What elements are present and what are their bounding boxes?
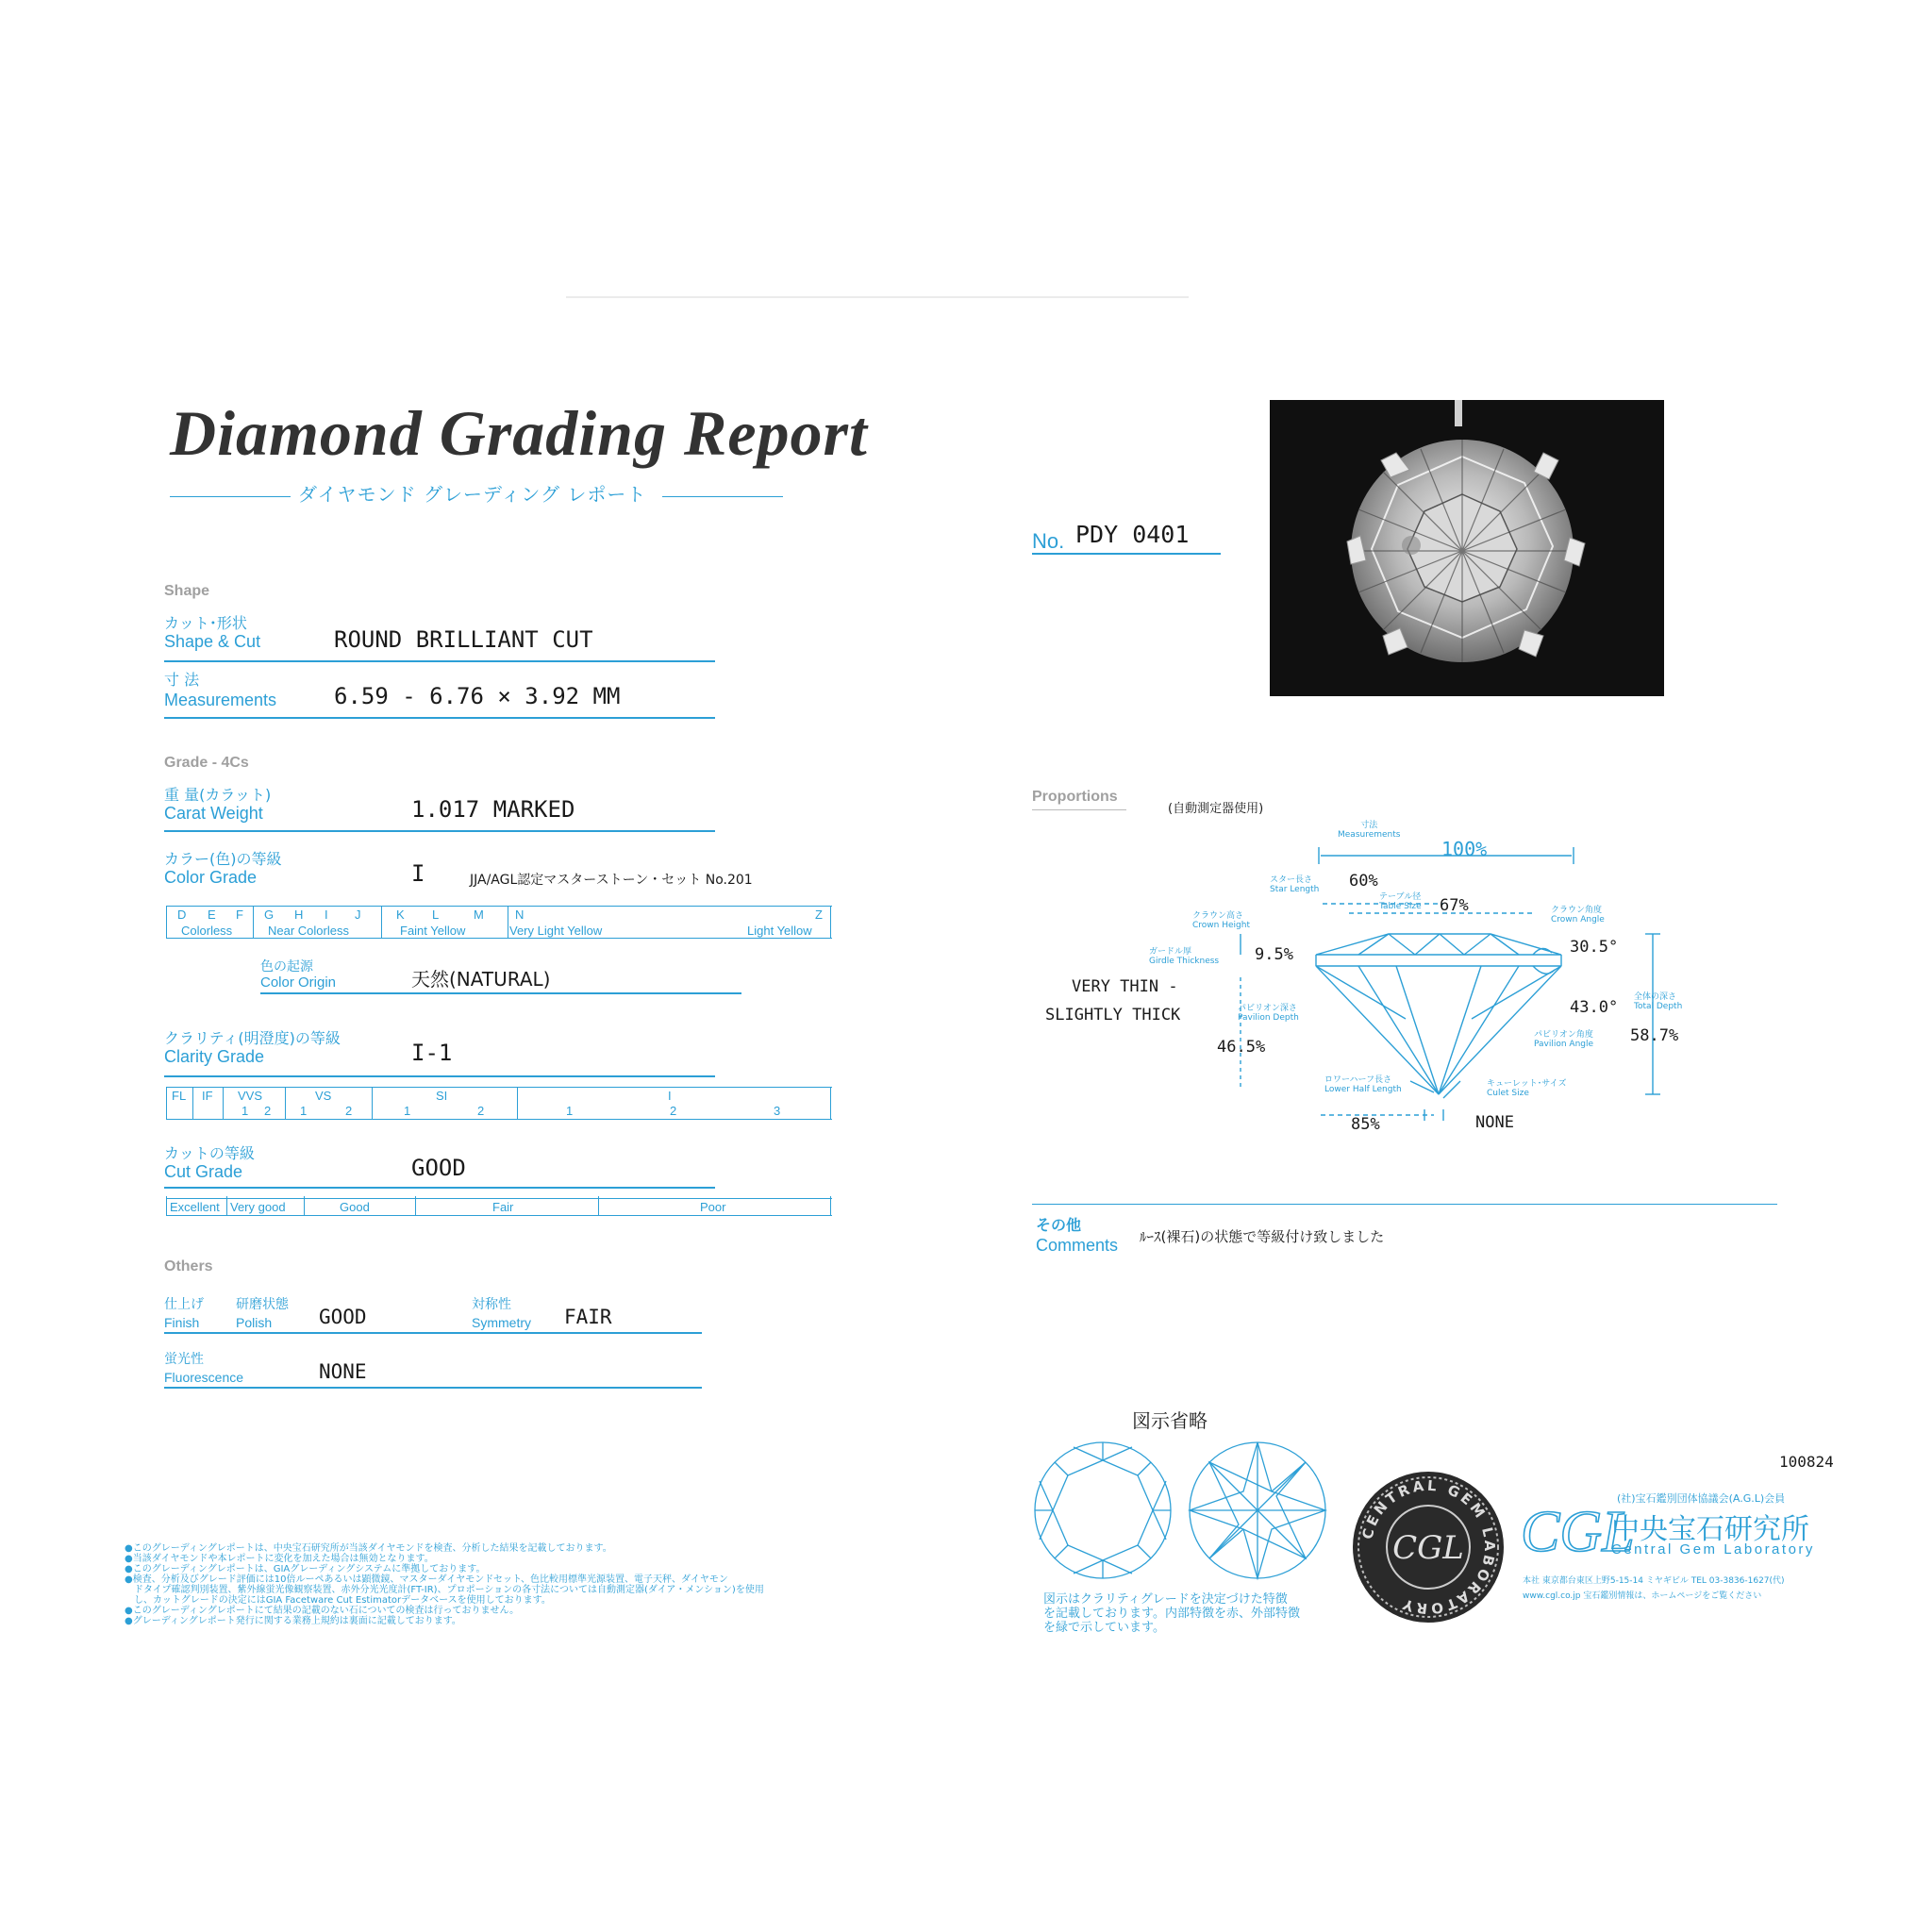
prop-pavilion-depth-value: 46.5% <box>1217 1038 1266 1057</box>
clarity-plot-crown <box>1032 1440 1174 1581</box>
color-scale-group: Very Light Yellow <box>509 924 603 938</box>
footnote: ●グレーディングレポート発行に関する業務上規約は裏面に記載しております。 <box>125 1616 461 1626</box>
symmetry-label-en: Symmetry <box>472 1315 531 1330</box>
footnote: ●当該ダイヤモンドや本レポートに変化を加えた場合は無効となります。 <box>125 1554 434 1564</box>
logo-mark: CGL <box>1521 1500 1635 1564</box>
clarity-label-en: Clarity Grade <box>164 1047 265 1066</box>
finish-label-en: Finish <box>164 1315 200 1330</box>
measurements-label-en: Measurements <box>164 691 277 709</box>
cut-scale-grade: Fair <box>492 1200 514 1214</box>
color-scale-divider <box>166 906 167 938</box>
color-value: I <box>411 860 425 887</box>
plot-note <box>1043 1592 1300 1635</box>
clarity-scale-subgrade: 3 <box>774 1104 781 1118</box>
plot-note-line: 図示はクラリティグレードを決定づけた特徴 <box>1043 1592 1288 1607</box>
cut-scale-grade: Poor <box>700 1200 726 1214</box>
color-scale-divider <box>253 906 254 938</box>
color-scale-letter: D <box>177 908 187 922</box>
lab-web: www.cgl.co.jp 宝石鑑別情報は、ホームページをご覧ください <box>1523 1591 1762 1601</box>
cut-label-en: Cut Grade <box>164 1162 243 1181</box>
origin-value: 天然(NATURAL) <box>411 968 551 991</box>
prop-lower-half-value: 85% <box>1351 1115 1380 1134</box>
color-scale-letter: F <box>236 908 243 922</box>
section-shape: Shape <box>164 583 210 599</box>
cut-scale-grade: Very good <box>230 1200 286 1214</box>
measurements-value: 6.59 - 6.76 × 3.92 MM <box>334 683 621 709</box>
color-scale-letter: J <box>355 908 361 922</box>
subtitle-rule-left <box>170 496 291 497</box>
color-scale-letter: G <box>264 908 275 922</box>
report-subtitle: ダイヤモンド グレーディング レポート <box>298 483 647 506</box>
clarity-scale-subgrade: 1 <box>566 1104 574 1118</box>
shape-label-en: Shape & Cut <box>164 632 261 651</box>
report-no: PDY 0401 <box>1075 521 1190 548</box>
plot-note-line: を記載しております。内部特徴を赤、外部特徴 <box>1043 1607 1300 1621</box>
symmetry-label-jp: 対称性 <box>472 1297 511 1312</box>
color-label-jp: カラー(色)の等級 <box>164 850 282 868</box>
color-scale-letter: N <box>515 908 525 922</box>
prop-table-label <box>1379 892 1422 911</box>
prop-lower-half-en: Lower Half Length <box>1324 1085 1402 1094</box>
lab-address: 本社 東京都台東区上野5-15-14 ミヤギビル TEL 03-3836-1627(代) <box>1523 1576 1785 1586</box>
carat-rule <box>164 830 715 832</box>
measurements-label-jp: 寸 法 <box>164 671 200 689</box>
carat-label-jp: 重 量(カラット) <box>164 786 272 804</box>
prop-star-en: Star Length <box>1270 885 1320 894</box>
cut-scale-divider <box>304 1196 305 1215</box>
report-no-rule <box>1032 553 1221 555</box>
clarity-scale-grade: FL <box>172 1089 187 1103</box>
measurements-rule <box>164 717 715 719</box>
footnote: ドタイプ確認判別装置、紫外線蛍光像観察装置、赤外分光光度計(FT-IR)、プロポーションの各寸法については自動測定器(ダイア・メンション)を使用 <box>125 1585 764 1595</box>
carat-label-en: Carat Weight <box>164 804 263 823</box>
prop-pav-depth-en: Pavilion Depth <box>1238 1013 1299 1023</box>
prop-star-jp: スター長さ <box>1270 875 1313 885</box>
cut-scale-divider <box>415 1196 416 1215</box>
seal-mark: CGL <box>1392 1529 1464 1567</box>
color-scale-group: Light Yellow <box>747 924 812 938</box>
footnote: し、カットグレードの決定にはGIA Facetware Cut Estimatorデータベースを使用しております。 <box>125 1595 551 1606</box>
prop-pav-angle-label <box>1534 1030 1593 1049</box>
color-scale-letter: L <box>432 908 440 922</box>
comments-label-jp: その他 <box>1036 1216 1082 1234</box>
diamond-photo-image <box>1270 400 1664 696</box>
prop-girdle-jp: ガードル厚 <box>1149 947 1192 957</box>
cgl-logo-icon <box>1521 1494 1635 1564</box>
color-scale-divider <box>830 906 831 938</box>
color-label-en: Color Grade <box>164 868 258 887</box>
prop-crown-height-value: 9.5% <box>1255 945 1293 964</box>
prop-crown-angle-value: 30.5° <box>1570 938 1619 957</box>
prop-total-depth-label <box>1634 992 1682 1011</box>
color-scale-group: Near Colorless <box>268 924 349 938</box>
color-scale-letter: H <box>294 908 304 922</box>
prop-culet-jp: キューレット･サイズ <box>1487 1079 1567 1089</box>
prop-culet-value: NONE <box>1475 1113 1514 1132</box>
clarity-scale-grade: I <box>668 1089 672 1103</box>
color-scale-letter: E <box>208 908 216 922</box>
prop-table-value: 67% <box>1440 896 1469 915</box>
prop-lower-half-label <box>1324 1075 1402 1094</box>
shape-rule <box>164 660 715 662</box>
clarity-rule <box>164 1075 715 1077</box>
prop-meas-en: Measurements <box>1338 830 1401 840</box>
clarity-scale-subgrade: 1 <box>242 1104 249 1118</box>
cut-rule <box>164 1187 715 1189</box>
prop-pav-angle-jp: パビリオン角度 <box>1534 1030 1593 1040</box>
report-no-label: No. <box>1032 529 1065 553</box>
prop-pav-angle-en: Pavilion Angle <box>1534 1040 1594 1049</box>
color-scale-letter: M <box>474 908 484 922</box>
cut-label-jp: カットの等級 <box>164 1144 255 1162</box>
prop-pav-depth-label <box>1238 1004 1299 1023</box>
plot-omitted: 図示省略 <box>1132 1409 1208 1432</box>
prop-girdle-value-1: VERY THIN - <box>1072 977 1178 996</box>
clarity-label-jp: クラリティ(明澄度)の等級 <box>164 1029 341 1047</box>
clarity-scale-subgrade: 1 <box>404 1104 411 1118</box>
color-scale-rule-bottom <box>166 938 832 939</box>
fluorescence-value: NONE <box>319 1360 367 1383</box>
origin-rule <box>260 992 741 994</box>
prop-girdle-label <box>1149 947 1219 966</box>
prop-diameter: 100% <box>1441 838 1488 860</box>
clarity-scale-divider <box>223 1087 224 1119</box>
carat-value: 1.017 MARKED <box>411 796 575 823</box>
clarity-scale-rule-top <box>166 1087 832 1088</box>
section-proportions: Proportions <box>1032 789 1118 805</box>
symmetry-value: FAIR <box>564 1306 612 1328</box>
prop-star-label <box>1270 875 1319 894</box>
prop-lower-half-jp: ロワーハーフ長さ <box>1324 1075 1392 1085</box>
prop-culet-label <box>1487 1079 1567 1098</box>
proportions-note: (自動測定器使用) <box>1168 802 1264 816</box>
prop-total-depth-en: Total Depth <box>1634 1002 1683 1011</box>
clarity-scale-subgrade: 2 <box>264 1104 272 1118</box>
clarity-plot-pavilion <box>1187 1440 1328 1581</box>
footnote: ●このグレーディングレポートは、中央宝石研究所が当該ダイヤモンドを検査、分析した結果を記載しております。 <box>125 1543 612 1554</box>
cut-scale-divider <box>830 1196 831 1215</box>
footnotes <box>125 1543 764 1626</box>
clarity-scale-grade: VS <box>315 1089 332 1103</box>
clarity-scale-divider <box>285 1087 286 1119</box>
prop-meas-label <box>1338 821 1400 840</box>
polish-value: GOOD <box>319 1306 367 1328</box>
fold-line <box>566 296 1189 298</box>
prop-meas-jp: 寸法 <box>1360 821 1378 830</box>
clarity-scale-divider <box>192 1087 193 1119</box>
clarity-scale-divider <box>517 1087 518 1119</box>
cut-scale-grade: Excellent <box>170 1200 220 1214</box>
proportions-rule <box>1032 809 1126 810</box>
prop-total-depth-value: 58.7% <box>1630 1026 1679 1045</box>
clarity-value: I-1 <box>411 1040 453 1066</box>
fluorescence-label-jp: 蛍光性 <box>164 1352 204 1367</box>
comments-label-en: Comments <box>1036 1236 1119 1255</box>
color-scale-rule-top <box>166 906 832 907</box>
shape-label-jp: カット･形状 <box>164 614 247 632</box>
finish-rule <box>164 1332 702 1334</box>
shape-value: ROUND BRILLIANT CUT <box>334 626 593 653</box>
agl-member: (社)宝石鑑別団体協議会(A.G.L)会員 <box>1617 1492 1786 1505</box>
prop-star-value: 60% <box>1349 872 1378 891</box>
clarity-scale-grade: VVS <box>238 1089 263 1103</box>
footnote: ●このグレーディングレポートは、GIAグレーディングシステムに準拠しております。 <box>125 1564 486 1574</box>
serial-number: 100824 <box>1779 1453 1834 1471</box>
clarity-scale-rule-bottom <box>166 1119 832 1120</box>
prop-table-jp: テーブル径 <box>1379 892 1422 902</box>
seal-text: CENTRAL GEM LABORATORY <box>1358 1476 1499 1618</box>
finish-label-jp: 仕上げ <box>164 1297 204 1312</box>
cut-scale-grade: Good <box>340 1200 370 1214</box>
subtitle-rule-right <box>662 496 783 497</box>
cut-scale-divider <box>598 1196 599 1215</box>
clarity-scale-divider <box>166 1087 167 1119</box>
prop-total-depth-jp: 全体の深さ <box>1634 992 1677 1002</box>
prop-crown-angle-en: Crown Angle <box>1551 915 1605 924</box>
clarity-scale-subgrade: 1 <box>300 1104 308 1118</box>
clarity-scale-subgrade: 2 <box>670 1104 677 1118</box>
color-scale-divider <box>381 906 382 938</box>
plot-note-line: を緑で示しています。 <box>1043 1621 1165 1635</box>
section-others: Others <box>164 1258 213 1274</box>
diamond-photo <box>1270 400 1664 696</box>
section-grade: Grade - 4Cs <box>164 755 249 771</box>
clarity-scale-divider <box>372 1087 373 1119</box>
prop-crown-height-en: Crown Height <box>1192 921 1250 930</box>
polish-label-en: Polish <box>236 1315 273 1330</box>
prop-pav-depth-jp: パビリオン深さ <box>1238 1004 1297 1013</box>
cut-scale-divider <box>226 1196 227 1215</box>
fluorescence-rule <box>164 1387 702 1389</box>
prop-crown-angle-label <box>1551 906 1605 924</box>
footnote: ●検査、分析及びグレード評価には10倍ルーペあるいは顕微鏡、マスターダイヤモンドセット、色比較用標準光源装置、電子天秤、ダイヤモン <box>125 1574 728 1585</box>
origin-label-en: Color Origin <box>260 974 337 991</box>
prop-table-en: Table Size <box>1379 902 1422 911</box>
clarity-scale-subgrade: 2 <box>477 1104 485 1118</box>
cgl-seal-icon <box>1349 1468 1507 1626</box>
color-scale-letter: K <box>396 908 405 922</box>
prop-girdle-en: Girdle Thickness <box>1149 957 1220 966</box>
lab-name-jp: 中央宝石研究所 <box>1611 1513 1809 1546</box>
prop-pavilion-angle-value: 43.0° <box>1570 998 1619 1017</box>
prop-girdle-value-2: SLIGHTLY THICK <box>1045 1006 1181 1024</box>
cut-scale-divider <box>166 1196 167 1215</box>
color-scale-group: Colorless <box>181 924 233 938</box>
cut-scale-rule-top <box>166 1198 832 1199</box>
clarity-scale-grade: IF <box>202 1089 213 1103</box>
color-scale-letter: Z <box>815 908 823 922</box>
color-master-stone: JJA/AGL認定マスターストーン・セット No.201 <box>470 873 753 888</box>
clarity-scale-divider <box>830 1087 831 1119</box>
prop-crown-height-jp: クラウン高さ <box>1192 911 1244 921</box>
comments-value: ﾙｰｽ(裸石)の状態で等級付け致しました <box>1140 1228 1385 1245</box>
footnote: ●このグレーディングレポートにて結果の記載のない石についての検査は行っておりません。 <box>125 1606 520 1616</box>
color-scale-group: Faint Yellow <box>400 924 466 938</box>
lab-name-en: Central Gem Laboratory <box>1611 1541 1815 1557</box>
cut-scale-rule-bottom <box>166 1215 832 1216</box>
report-title: Diamond Grading Report <box>170 397 868 469</box>
polish-label-jp: 研磨状態 <box>236 1297 289 1312</box>
prop-culet-en: Culet Size <box>1487 1089 1529 1098</box>
clarity-scale-grade: SI <box>436 1089 448 1103</box>
origin-label-jp: 色の起源 <box>260 959 313 974</box>
clarity-scale-subgrade: 2 <box>345 1104 353 1118</box>
prop-crown-angle-jp: クラウン角度 <box>1551 906 1603 915</box>
cut-value: GOOD <box>411 1155 466 1181</box>
comments-rule-top <box>1032 1204 1777 1205</box>
fluorescence-label-en: Fluorescence <box>164 1370 244 1385</box>
prop-crown-height-label <box>1192 911 1250 930</box>
color-scale-letter: I <box>325 908 328 922</box>
